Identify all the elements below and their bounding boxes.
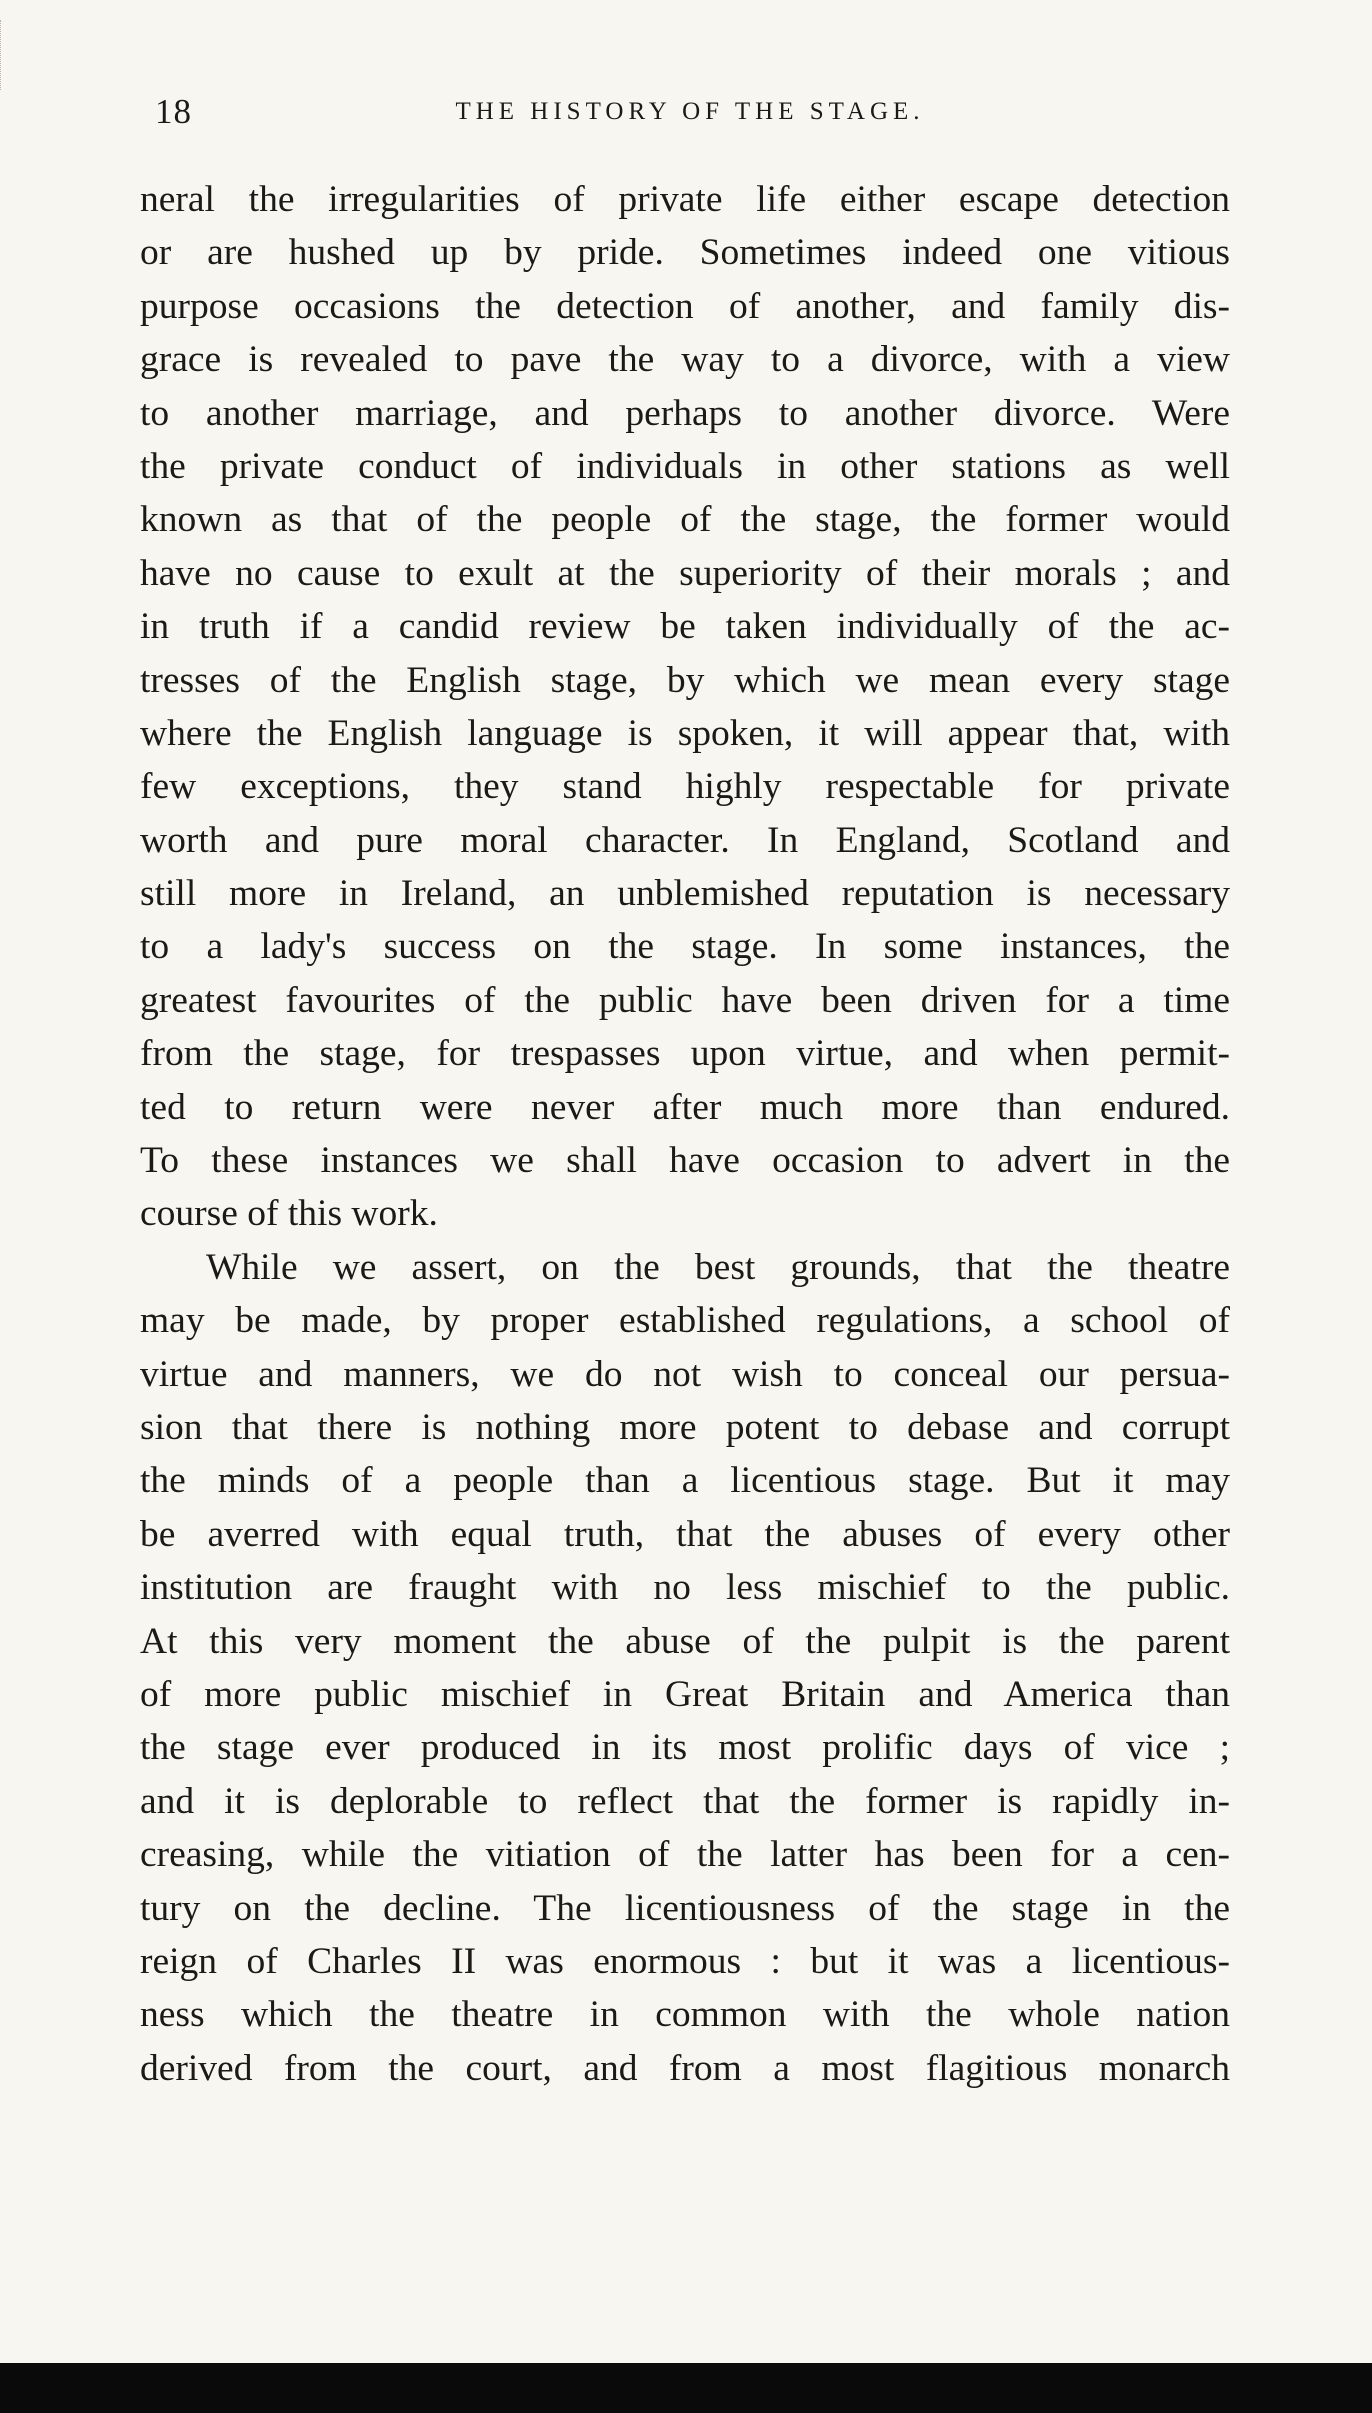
text-line: still more in Ireland, an unblemished reputation is necessary — [140, 873, 1230, 915]
paragraph — [140, 1241, 1230, 2095]
text-line: the minds of a people than a licentious stage. But it may — [140, 1460, 1230, 1502]
text-line: derived from the court, and from a most flagitious monarch — [140, 2047, 1230, 2089]
text-line: greatest favourites of the public have been driven for a time — [140, 979, 1230, 1021]
text-line: reign of Charles II was enormous : but it was a licentious- — [140, 1940, 1230, 1982]
binding-edge — [0, 20, 7, 90]
text-line: where the English language is spoken, it will appear that, with — [140, 712, 1230, 754]
text-line: may be made, by proper established regulations, a school of — [140, 1300, 1230, 1342]
text-line: to another marriage, and perhaps to another divorce. Were — [140, 392, 1230, 434]
text-line: To these instances we shall have occasion to advert in the — [140, 1140, 1230, 1182]
text-line: course of this work. — [140, 1193, 438, 1235]
text-line: from the stage, for trespasses upon virtue, and when permit- — [140, 1033, 1230, 1075]
text-line: sion that there is nothing more potent to debase and corrupt — [140, 1406, 1230, 1448]
text-line: known as that of the people of the stage, the former would — [140, 499, 1230, 541]
text-line: tresses of the English stage, by which we mean every stage — [140, 659, 1230, 701]
running-title: THE HISTORY OF THE STAGE. — [455, 98, 925, 125]
text-line: few exceptions, they stand highly respectable for private — [140, 766, 1230, 808]
text-line: the stage ever produced in its most prolific days of vice ; — [140, 1727, 1230, 1769]
text-line: the private conduct of individuals in other stations as well — [140, 445, 1230, 487]
text-line: purpose occasions the detection of another, and family dis- — [140, 285, 1230, 327]
text-line: ness which the theatre in common with the whole nation — [140, 1994, 1230, 2036]
scan-border — [0, 2363, 1372, 2413]
text-line: neral the irregularities of private life either escape detection — [140, 179, 1230, 220]
text-line: or are hushed up by pride. Sometimes indeed one vitious — [140, 232, 1230, 274]
text-line: in truth if a candid review be taken individually of the ac- — [140, 606, 1230, 648]
text-line: institution are fraught with no less mischief to the public. — [140, 1567, 1230, 1609]
text-line: of more public mischief in Great Britain and America than — [140, 1673, 1230, 1715]
text-line: virtue and manners, we do not wish to conceal our persua- — [140, 1353, 1230, 1395]
text-line: grace is revealed to pave the way to a divorce, with a view — [140, 339, 1230, 381]
running-head — [155, 92, 1225, 132]
body-text — [140, 173, 1230, 2095]
text-line: and it is deplorable to reflect that the former is rapidly in- — [140, 1780, 1230, 1822]
text-line: While we assert, on the best grounds, that the theatre — [206, 1246, 1230, 1288]
paragraph — [140, 173, 1230, 1241]
page-number: 18 — [155, 92, 192, 131]
text-line: tury on the decline. The licentiousness of the stage in the — [140, 1887, 1230, 1929]
text-line: have no cause to exult at the superiority of their morals ; and — [140, 552, 1230, 594]
text-line: ted to return were never after much more than endured. — [140, 1086, 1230, 1128]
text-line: worth and pure moral character. In England, Scotland and — [140, 819, 1230, 861]
text-line: to a lady's success on the stage. In some instances, the — [140, 926, 1230, 968]
text-line: be averred with equal truth, that the abuses of every other — [140, 1513, 1230, 1555]
text-line: creasing, while the vitiation of the latter has been for a cen- — [140, 1834, 1230, 1876]
text-line: At this very moment the abuse of the pulpit is the parent — [140, 1620, 1230, 1662]
